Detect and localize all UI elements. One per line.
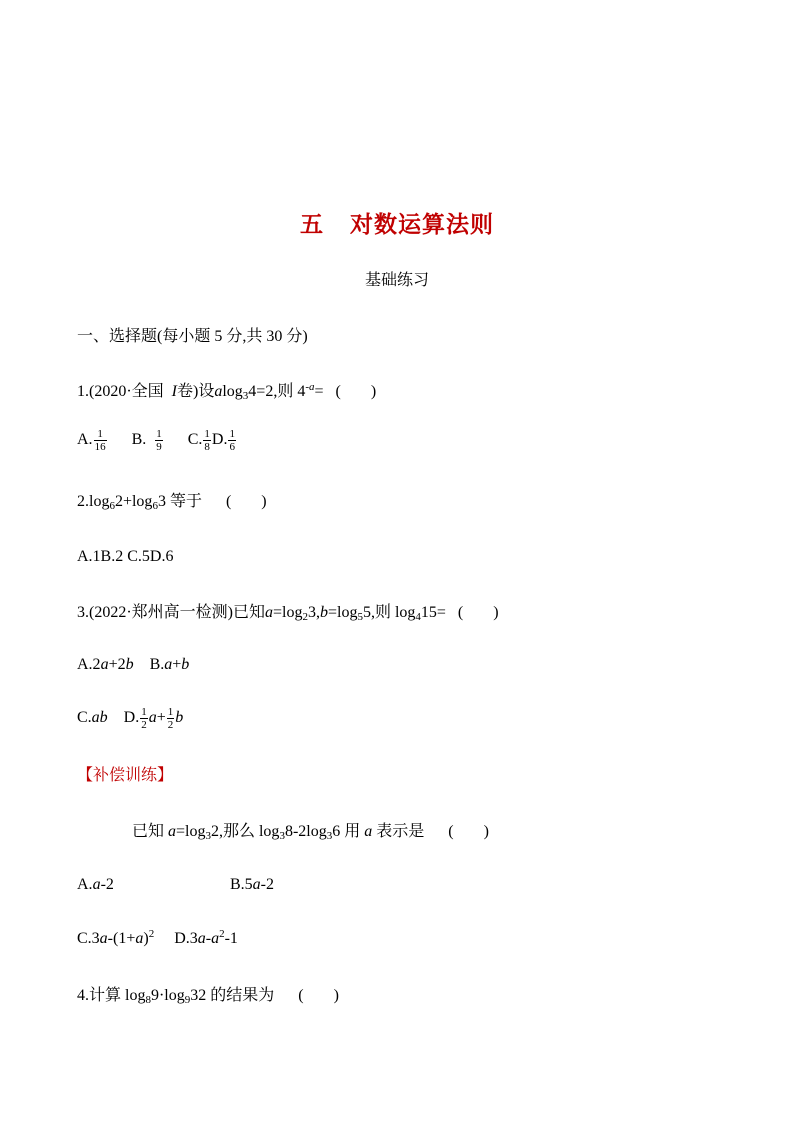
answer-blank: ( ) (225, 493, 267, 510)
supplement-option-a: A.a-2 (77, 876, 114, 893)
option-c: C.ab (77, 709, 108, 727)
answer-blank: ( ) (298, 987, 339, 1004)
question-1: 1.(2020·全国 I卷)设alog$_3$4=2,则 $4^{-a}=$ ( ) (77, 381, 377, 402)
lesson-title (0, 214, 794, 237)
option-c: $C.3a-(1+a)^2$ (77, 928, 155, 947)
subtitle: 基础练习 (364, 272, 429, 289)
question-3: 3.(2022·郑州高一检测)已知$a=\log_23,b=\log_55$,则 $\log_415=$ ( ) (77, 604, 499, 623)
question-2-options: A.1B.2 C.5D.6 (77, 548, 174, 565)
option-a: A.2a+2b (77, 656, 134, 673)
question-1-options (77, 428, 237, 453)
lesson-title-text: 对数运算法则 (350, 212, 494, 238)
lesson-number: 五 (300, 212, 324, 238)
option-a: A. $\frac{1}{16}$ (77, 428, 106, 453)
option-c: C. $\frac{1}{8}$ (187, 428, 210, 453)
answer-blank: ( ) (335, 383, 377, 400)
option-b: B.a+b (149, 656, 190, 673)
option-d: D. $\frac{1}{2}$ a+ $\frac{1}{2}$ b (123, 706, 184, 731)
option-b: B. $\frac{1}{9}$ (131, 428, 162, 453)
supplement-options-cd (77, 928, 238, 947)
question-3-options-ab (77, 657, 189, 673)
section-heading: 一、选择题(每小题 5 分,共 30 分) (77, 328, 308, 345)
option-d: D. $\frac{1}{6}$ (211, 428, 235, 453)
answer-blank: ( ) (448, 823, 489, 840)
question-3-options-cd (77, 706, 183, 731)
question-4: 4.计算 $\log_89\cdot\log_932$ 的结果为 ( ) (77, 987, 339, 1006)
answer-blank: ( ) (457, 604, 499, 621)
supplement-label: 【补偿训练】 (77, 765, 174, 784)
option-d: $D.3a-a^2-1$ (174, 928, 238, 947)
question-2: $2.\log_62+\log_63$ 等于 ( ) (77, 493, 267, 512)
supplement-question: 已知 $a=\log_32$,那么 $\log_38-2\log_36$ 用 a 表示是 ( ) (132, 823, 489, 842)
supplement-option-b: B.5a-2 (230, 876, 274, 893)
